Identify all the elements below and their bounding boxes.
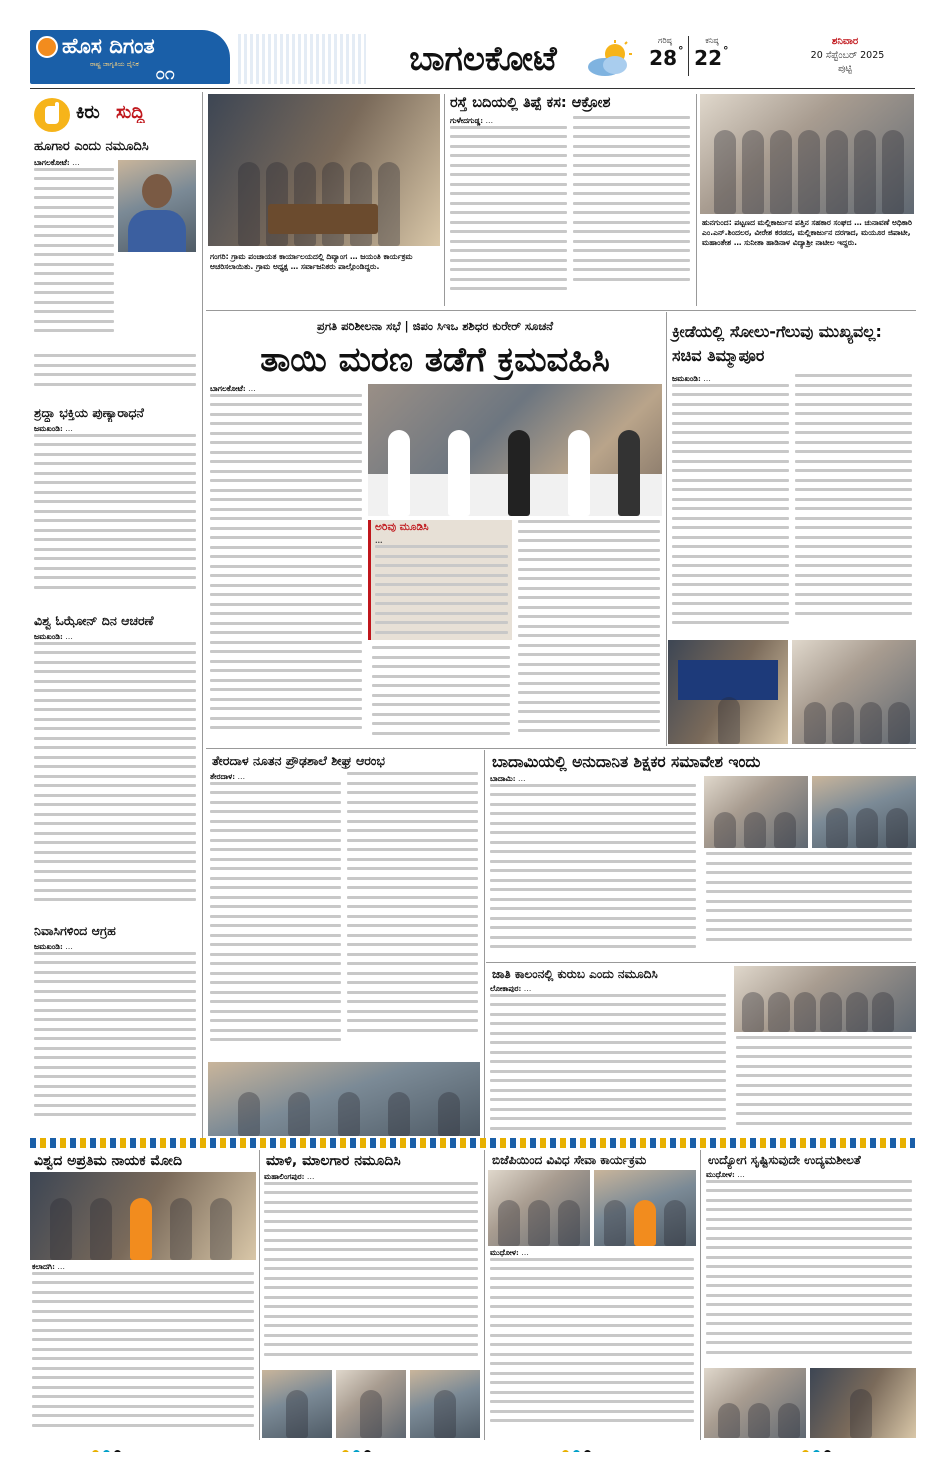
column-rule-b2 <box>484 1150 485 1440</box>
story-lead: … <box>703 374 711 383</box>
temp-max-value: 28 <box>649 46 677 70</box>
story-lead: … <box>306 1172 315 1181</box>
story-lead: … <box>57 1262 65 1271</box>
kirusuddi-story4-headline: ನಿವಾಸಿಗಳಿಂದ ಆಗ್ರಹ <box>34 923 116 938</box>
top-photo-caption: ಗಂಗರಿ: ಗ್ರಾಮ ಪಂಚಾಯತ ಕಾರ್ಯಾಲಯದಲ್ಲಿ ದಿವ್ಯಾಂಗ … ಜಯಂತಿ ಕಾರ್ಯಕ್ರಮ ಆಚರಿಸಲಾಯಿತು. ಗ್ರಾಮ ಅಧ್ಯಕ್ಷ … ಸರ್ವಾಜನಿಕರು ಪಾಲ್ಗೊಂಡಿದ್ದರು. <box>210 252 413 271</box>
column-rule-left <box>202 92 203 1140</box>
logo-tagline: ರಾಷ್ಟ್ರ ಜಾಗೃತಿಯ ದೈನಿಕ <box>90 60 139 68</box>
mali-photo-2 <box>336 1370 406 1438</box>
mali-headline: ಮಾಳಿ, ಮಾಲಗಾರ ನಮೂದಿಸಿ <box>266 1153 401 1169</box>
portrait-photo <box>118 160 196 252</box>
dateline: ಕಲಾದಗಿ: <box>32 1262 55 1271</box>
story-lead: … <box>248 384 256 393</box>
lead-headline: ತಾಯಿ ಮರಣ ತಡೆಗೆ ಕ್ರಮವಹಿಸಿ <box>260 340 610 380</box>
udyoga-photo-1 <box>704 1368 806 1438</box>
dateline: ಬಾಗಲಕೋಟೆ: <box>210 384 246 393</box>
udyoga-body <box>702 1170 916 1366</box>
top-right-photo <box>700 94 914 214</box>
sports-body <box>668 374 916 638</box>
jati-headline: ಜಾತಿ ಕಾಲಂನಲ್ಲಿ ಕುರುಬ ಎಂದು ನಮೂದಿಸಿ <box>492 967 658 981</box>
row-rule-3 <box>486 962 916 963</box>
teradal-body <box>206 772 482 1058</box>
story-lead: … <box>737 1170 745 1179</box>
jati-body-right <box>732 1036 916 1138</box>
kirusuddi-story1-headline: ಹೂಗಾರ ಎಂದು ನಮೂದಿಸಿ <box>34 139 149 154</box>
registration-dots-1 <box>90 1442 150 1452</box>
sports-photo-left <box>668 640 788 744</box>
temp-min-degree: ° <box>723 44 729 57</box>
kirusuddi-story4-body <box>30 942 200 1138</box>
sports-headline: ಕ್ರೀಡೆಯಲ್ಲಿ ಸೋಲು-ಗೆಲುವು ಮುಖ್ಯವಲ್ಲ: ಸಚಿವ ತಿಮ್ಮಾಪೂರ <box>672 322 882 365</box>
lead-kicker: ಪ್ರಗತಿ ಪರಿಶೀಲನಾ ಸಭೆ | ಜಿಪಂ ಸಿಇಒ ಶಶಿಧರ ಕುರೇರ್ ಸೂಚನೆ <box>316 319 554 333</box>
page-number: ೦೧ <box>155 64 175 84</box>
badami-photo-1 <box>704 776 808 848</box>
banner-shape <box>678 660 778 700</box>
row-rule-1 <box>206 310 916 311</box>
story-lead: … <box>485 116 494 125</box>
story-lead: … <box>65 632 73 641</box>
dateline: ಜಮಖಂಡಿ: <box>34 942 63 951</box>
dateline: ಲೋಕಾಪುರ: <box>490 984 522 993</box>
kirusuddi-hand-icon <box>34 98 70 132</box>
lead-body-col2 <box>368 646 514 746</box>
table-shape <box>268 204 378 234</box>
dateline: ಜಮಖಂಡಿ: <box>34 424 63 433</box>
column-rule-top2 <box>696 94 697 306</box>
lead-photo <box>368 384 662 516</box>
dateline: ಬಾದಾಮಿ: <box>490 774 516 783</box>
top-photo-meeting <box>208 94 440 246</box>
dateline: ಜಮಖಂಡಿ: <box>34 632 63 641</box>
modi-body <box>28 1262 258 1438</box>
masthead-stripes <box>238 34 366 84</box>
dateline: ಜಮಖಂಡಿ: <box>672 374 701 383</box>
masthead <box>0 0 945 92</box>
story-lead: … <box>72 158 80 167</box>
story-lead: … <box>65 424 73 433</box>
top-right-caption: ಹುನಗುಂದ: ಪಟ್ಟಣದ ಮಲ್ಲಿಕಾರ್ಜುನ ಪತ್ತಿನ ಸಹಕಾರ ಸಂಘದ … ಚುನಾವಣೆ ಅಧಿಕಾರಿ ಎಂ.ಎನ್.ಶಿಂದಲರ, ವೀರೇಶ ಕರಡದ, ಮಲ್ಲಿಕಾರ್ಜುನ ದರಗಾದ, ಮಯೂರ ಜಿಪಾಟೀ, ಮಹಾಂತೇಶ … ಸುನೀತಾ ಹಾಡಿನಾಳ ವಿದ್ಯಾಶ್ರೀ ನಾಟೀಲ ಇದ್ದರು. <box>702 218 912 247</box>
masthead-rule <box>30 88 915 89</box>
story-lead: … <box>517 774 526 783</box>
lead-box <box>368 520 512 640</box>
row-rule-2 <box>206 748 916 749</box>
bjp-body <box>486 1248 698 1438</box>
modi-headline: ವಿಶ್ವದ ಅಪ್ರತಿಮ ನಾಯಕ ಮೋದಿ <box>34 1153 182 1169</box>
section-divider-stripes <box>30 1138 915 1148</box>
badami-body-right <box>702 852 916 960</box>
kirusuddi-story1-body <box>30 158 118 354</box>
temp-divider <box>688 36 689 76</box>
registration-dots-2 <box>340 1442 400 1452</box>
dateline: ಮಹಾಲಿಂಗಪುರ: <box>264 1172 305 1181</box>
story-lead: … <box>65 942 73 951</box>
bjp-photo-2 <box>594 1170 696 1246</box>
kirusuddi-story1-body-wide <box>30 354 200 400</box>
mali-photo-3 <box>410 1370 480 1438</box>
column-rule-lead <box>666 312 667 746</box>
mali-photo-1 <box>262 1370 332 1438</box>
kirusuddi-header <box>32 96 198 134</box>
kirusuddi-label-a: ಕಿರು <box>76 102 100 123</box>
rasthe-body <box>446 116 694 306</box>
story-lead: … <box>521 1248 529 1257</box>
column-rule-top1 <box>444 94 445 306</box>
dateline: ತೇರದಾಳ: <box>210 772 236 781</box>
bjp-photo-1 <box>488 1170 590 1246</box>
column-rule-b3 <box>700 1150 701 1440</box>
kirusuddi-story3-body <box>30 632 200 920</box>
logo-block <box>30 30 230 84</box>
udyoga-photo-2 <box>810 1368 916 1438</box>
kirusuddi-label-b: ಸುದ್ದಿ <box>116 102 145 123</box>
portrait-shoulders <box>128 210 186 252</box>
lead-body-col1 <box>206 384 366 744</box>
masthead-date: 20 ಸೆಪ್ಟೆಂಬರ್ 2025 <box>810 50 885 61</box>
dateline: ಬಾಗಲಕೋಟೆ: <box>34 158 70 167</box>
masthead-day: ಶನಿವಾರ <box>831 36 859 47</box>
edition-title: ಬಾಗಲಕೋಟೆ <box>409 39 557 79</box>
kirusuddi-story3-headline: ವಿಶ್ವ ಓಝೋನ್ ದಿನ ಆಚರಣೆ <box>34 613 154 628</box>
kirusuddi-story2-headline: ಶ್ರದ್ಧಾ ಭಕ್ತಿಯ ಪುಣ್ಯಾರಾಧನೆ <box>34 405 144 420</box>
dateline: ಮುಧೋಳ: <box>706 1170 735 1179</box>
udyoga-headline: ಉದ್ಯೋಗ ಸೃಷ್ಟಿಸುವುದೇ ಉದ್ಯಮಶೀಲತೆ <box>708 1153 861 1167</box>
badami-headline: ಬಾದಾಮಿಯಲ್ಲಿ ಅನುದಾನಿತ ಶಿಕ್ಷಕರ ಸಮಾವೇಶ ಇಂದು <box>492 753 761 771</box>
weather-cloud-icon <box>585 40 635 80</box>
registration-dots-3 <box>560 1442 620 1452</box>
bjp-headline: ಬಿಜೆಪಿಯಿಂದ ವಿವಿಧ ಸೇವಾ ಕಾರ್ಯಕ್ರಮ <box>492 1153 647 1167</box>
badami-body-left <box>486 774 700 960</box>
modi-photo <box>30 1172 256 1260</box>
story-lead: … <box>523 984 532 993</box>
masthead-section: ಪುಟ್ಟಿ <box>838 64 852 74</box>
portrait-head <box>142 174 172 208</box>
registration-dots-4 <box>800 1442 860 1452</box>
temp-min-value: 22 <box>694 46 722 70</box>
logo-emblem-icon <box>36 36 58 58</box>
temp-max-degree: ° <box>678 44 684 57</box>
column-rule-mid <box>484 750 485 1140</box>
rasthe-headline: ರಸ್ತೆ ಬದಿಯಲ್ಲಿ ತಿಪ್ಪೆ ಕಸ: ಆಕ್ರೋಶ <box>450 95 611 111</box>
dateline: ಮುಧೋಳ: <box>490 1248 519 1257</box>
mali-body <box>260 1172 482 1368</box>
jati-body-left <box>486 984 730 1138</box>
temp-max-label: ಗರಿಷ್ಠ <box>658 36 672 45</box>
temp-min-label: ಕನಿಷ್ಠ <box>705 36 719 45</box>
story-lead: … <box>237 772 246 781</box>
teradal-headline: ತೇರದಾಳ ನೂತನ ಪ್ರೌಢಶಾಲೆ ಶೀಘ್ರ ಆರಂಭ <box>212 753 385 768</box>
dateline: ಗುಳೇದಗುಡ್ಡ: <box>450 116 484 125</box>
lead-body-col3 <box>514 520 664 746</box>
kirusuddi-column <box>30 92 200 1142</box>
lead-box-text <box>371 536 512 634</box>
kirusuddi-story2-body <box>30 424 200 610</box>
teradal-photo <box>208 1062 480 1136</box>
jati-photo <box>734 966 916 1032</box>
sports-photo-right <box>792 640 916 744</box>
lead-box-text-lead: … <box>375 535 383 545</box>
lead-box-title: ಅರಿವು ಮೂಡಿಸಿ <box>375 521 429 533</box>
badami-photo-2 <box>812 776 916 848</box>
logo-text: ಹೊಸ ದಿಗಂತ <box>62 34 155 58</box>
